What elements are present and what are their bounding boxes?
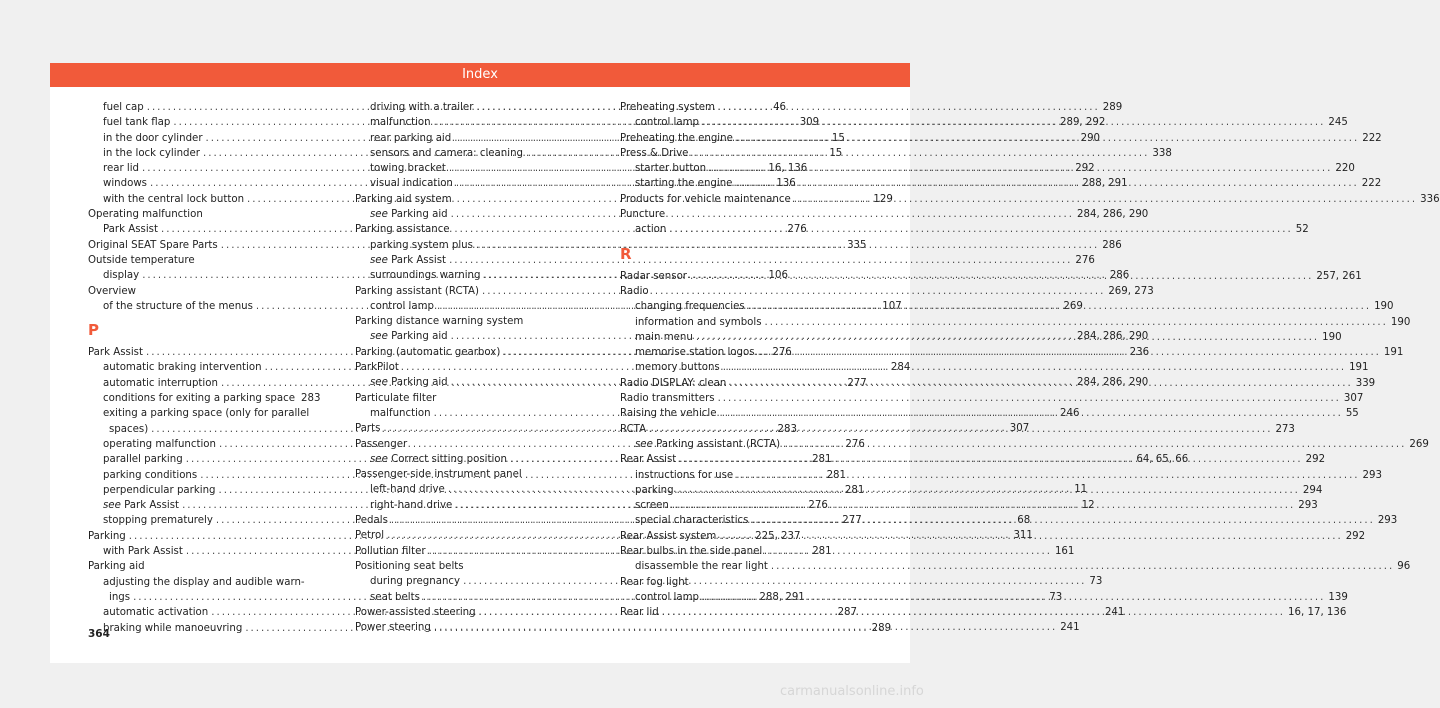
index-entry-pages[interactable]: 293 [1298,500,1318,512]
index-entry-term: towing bracket [370,163,446,175]
index-entry-term: Radio transmitters [620,393,715,405]
index-entry [620,146,832,161]
index-entry-term: changing frequencies [635,301,745,313]
index-entry-term: ParkPilot [355,362,399,374]
index-entry-leader [771,559,1394,574]
index-entry-term: Particulate filter [355,392,437,404]
index-entry-term: Preheating system [620,102,715,113]
index-entry-term: exiting a parking space (only for parallel [103,408,310,420]
index-entry-pages[interactable]: 190 [1390,316,1411,328]
index-entry-pages[interactable]: 284 [890,362,911,374]
index-entry-leader [679,452,1302,467]
index-entry-leader [736,131,1359,146]
index-header: Index [50,63,910,87]
index-entry-leader [748,299,1371,314]
index-entry-term: left-hand drive [370,484,445,496]
index-entry-pages[interactable]: 241 [1104,606,1125,618]
index-entry-pages[interactable]: 269 [1063,300,1083,312]
index-entry-term: Original SEAT Spare Parts [88,239,218,251]
index-entry-term: Outside temperature [88,254,195,266]
index-entry-pages[interactable]: 283 [301,393,321,405]
index-entry-pages[interactable]: 139 [1328,591,1348,603]
index-entry-term: parking [635,484,674,496]
index-entry-term: starter button [635,163,707,175]
index-entry-pages[interactable]: 107 [882,300,902,312]
watermark: carmanualsonline.info [780,684,924,699]
index-entry-pages[interactable]: 281 [826,469,847,481]
index-entry-term: sensors and camera: cleaning [370,147,524,159]
index-entry-pages[interactable]: 290 [1080,132,1101,144]
index-entry [620,559,1411,574]
index-entry-pages[interactable]: 191 [1383,347,1404,359]
index-entry-pages[interactable]: 96 [1397,561,1411,573]
index-entry-term: rear lid [103,163,140,175]
index-entry-term: memory buttons [635,362,720,374]
index-entry-pages[interactable]: 276 [1075,254,1095,266]
index-entry-term: malfunction [370,407,431,419]
index-entry [88,207,300,222]
index-entry-pages[interactable]: 106 [768,270,788,282]
index-entry-term: malfunction [370,117,431,129]
index-entry [620,222,1309,237]
index-entry-pages[interactable]: 129 [873,193,893,205]
index-entry-term: parking conditions [103,469,198,481]
index-entry-term: Operating malfunction [88,209,203,221]
index-entry-pages[interactable]: 288, 291 [1082,178,1128,190]
index-entry-term: surroundings warning [370,270,481,282]
index-entry [355,467,567,482]
index-entry-term: Radar sensor [620,270,687,282]
index-entry-term: Products for vehicle maintenance [620,193,791,205]
index-entry-pages[interactable]: 293 [1377,515,1398,527]
index-entry-pages[interactable]: 273 [1275,423,1295,435]
index-entry-leader [718,391,1341,406]
index-entry-term: driving with a trailer [370,102,474,113]
index-entry-leader [434,620,1057,635]
index-entry-term: seat belts [370,591,420,603]
index-entry [88,253,300,268]
index-entry-pages[interactable]: 289 [1102,102,1123,113]
index-entry [620,207,832,222]
index-entry-term: Pollution filter [355,545,426,557]
index-entry [620,315,1411,330]
index-entry-pages[interactable]: 257, 261 [1316,270,1362,282]
index-entry-leader [702,115,1325,130]
index-entry-term: Parts [355,423,381,435]
index-entry-term: stopping prematurely [103,515,213,527]
index-entry-term: windows [103,178,147,190]
index-entry-term: memorise station logos [635,347,755,359]
index-entry-pages[interactable]: 277 [847,377,867,389]
index-entry-leader [765,315,1388,330]
index-entry [355,437,567,452]
index-entry-term: control lamp [635,117,700,129]
index-entry-pages[interactable]: 190 [1322,331,1342,343]
index-entry [620,391,1364,406]
index-entry-term: Parking [88,530,126,542]
index-entry-leader [794,192,1417,207]
index-entry-term: rear parking aid [370,132,452,144]
index-entry-term: of the structure of the menus [103,300,253,312]
index-entry-leader [729,376,1352,391]
index-entry-term: operating malfunction [103,438,216,450]
index-entry-pages[interactable]: 55 [1345,408,1359,420]
index-entry-leader [649,422,1272,437]
index-entry-pages[interactable]: 222 [1361,178,1382,190]
index-entry [88,391,321,406]
index-entry-term: Parking assistant (RCTA) [355,285,479,297]
index-entry-term: parking system plus [370,239,473,251]
index-entry-pages[interactable]: 15 [829,147,843,159]
index-entry-pages[interactable]: 191 [1349,362,1369,374]
index-entry-pages[interactable]: 236 [1129,346,1150,358]
index-entry-pages[interactable]: 307 [1009,423,1030,435]
index-entry-pages[interactable]: 12 [1081,499,1095,511]
index-entry-pages[interactable]: 161 [1054,545,1075,557]
index-entry-pages[interactable]: 136 [776,178,796,190]
index-entry-pages[interactable]: 284, 286, 290 [1077,209,1149,221]
index-entry-pages[interactable]: 68 [1017,515,1031,527]
index-entry [620,284,832,299]
index-entry-pages[interactable]: 311 [1013,530,1033,542]
index-entry-pages[interactable]: 220 [1335,163,1355,175]
index-entry-pages[interactable]: 288, 291 [759,591,805,603]
index-entry-term: with the central lock button [103,193,245,205]
index-entry-leader [709,161,1332,176]
index-entry-term: Rear fog light [620,576,689,588]
index-entry-pages[interactable]: 292 [1075,163,1095,175]
index-entry-pages[interactable]: 307 [1343,393,1364,405]
index-entry-pages[interactable]: 73 [1049,591,1063,603]
index-entry-term: Petrol [355,530,385,542]
index-letter-heading: P [88,321,99,340]
index-entry-leader [719,529,1342,544]
index-entry-term: in the door cylinder [103,132,203,144]
index-entry [355,253,1095,268]
index-entry [88,284,300,299]
index-entry-term: automatic braking intervention [103,362,262,374]
index-entry-term: with Park Assist [103,546,183,558]
index-entry-term: Raising the vehicle [620,408,717,420]
index-entry-pages[interactable]: 52 [1295,224,1309,236]
index-entry-term: during pregnancy [370,576,461,588]
index-entry-term: screen [635,500,669,512]
index-entry-term: Parking (automatic gearbox) [355,346,501,358]
index-entry-term: in the lock cylinder [103,147,200,159]
index-entry-pages[interactable]: 16, 136 [768,163,808,175]
index-entry-pages[interactable]: 309 [799,117,820,129]
index-entry-term: Parking aid system [355,193,452,205]
index-entry-pages[interactable]: 64, 65, 66 [1136,453,1189,465]
index-entry-pages[interactable]: 283 [777,423,797,435]
index-entry-term: fuel cap [103,102,144,113]
index-entry [88,406,310,421]
index-entry-pages[interactable]: 338 [1152,147,1172,159]
index-entry-term: Radio [620,285,649,297]
index-entry-term: starting the engine [635,178,733,190]
index-entry-pages[interactable]: 225, 237 [755,530,801,542]
index-entry-leader [751,513,1374,528]
index-entry-term: Parking assistance [355,224,450,236]
index-entry-term: Pedals [355,515,388,527]
index-entry-term: Parking aid [88,561,145,573]
index-entry-pages[interactable]: 281 [812,546,832,558]
index-entry-pages[interactable]: 284, 286, 290 [1077,331,1149,343]
index-entry-pages[interactable]: 289 [871,622,892,634]
index-entry-term: Power-assisted steering [355,606,476,618]
index-entry-pages[interactable]: 289, 292 [1059,117,1106,129]
index-entry-pages[interactable]: 276 [787,224,807,236]
page-number: 364 [88,628,110,640]
index-entry-pages[interactable]: 335 [847,239,867,251]
index-entry-leader [758,345,1381,360]
index-entry-leader [702,590,1325,605]
index-entry-pages[interactable]: 245 [1328,117,1348,129]
index-entry-pages[interactable]: 293 [1362,469,1382,481]
index-entry-term: see Correct sitting position [370,453,507,465]
index-entry-pages[interactable]: 294 [1302,484,1323,496]
index-entry-term: Park Assist [103,224,158,236]
index-entry [620,100,832,115]
index-entry-term: main menu [635,331,693,343]
index-entry [355,192,567,207]
index-entry-leader [662,605,1285,620]
index-entry-pages[interactable]: 286 [1102,239,1122,251]
index-entry [355,222,567,237]
index-entry [355,559,567,574]
index-entry-leader [719,406,1342,421]
index-entry-term: parallel parking [103,454,183,466]
index-entry-term: special characteristics [635,515,749,527]
index-entry-term: right-hand drive [370,499,453,511]
index-entry-term: Power steering [355,622,431,634]
index-entry-pages[interactable]: 276 [772,347,792,359]
index-entry-term: Rear bulbs in the side panel [620,546,763,558]
index-entry-term: action [635,224,667,236]
index-entry-term: Radio DISPLAY: clean [620,377,727,389]
index-entry-term: Overview [88,285,136,297]
index-entry-term: see Parking aid [370,377,448,389]
index-entry-term: Puncture [620,209,666,221]
index-entry-leader [736,468,1359,483]
index-entry-pages[interactable]: 281 [812,454,832,466]
index-entry-term: see Park Assist [370,254,447,266]
index-entry-term: disassemble the rear light [635,561,768,573]
index-entry-term: control lamp [370,300,435,312]
index-entry-pages[interactable]: 46 [773,102,787,113]
index-entry-pages[interactable]: 246 [1059,407,1080,419]
index-entry-pages[interactable]: 269, 273 [1108,285,1154,297]
index-entry-pages[interactable]: 339 [1355,377,1376,389]
index-entry-pages[interactable]: 190 [1374,301,1394,313]
index-entry-pages[interactable]: 292 [1345,530,1366,542]
index-entry-pages[interactable]: 241 [1060,622,1080,634]
index-entry-leader [677,483,1300,498]
index-entry-leader [690,269,1313,284]
index-entry-pages[interactable]: 292 [1305,454,1326,466]
index-entry-term: ings [109,591,131,603]
index-entry-term: information and symbols [635,316,762,328]
index-letter-heading: R [620,244,632,263]
index-entry-term: Rear Assist [620,454,677,466]
index-entry-pages[interactable]: 276 [808,500,828,512]
index-entry [88,559,300,574]
index-entry-term: braking while manoeuvring [103,622,243,634]
index-entry-leader [669,222,1292,237]
index-entry-term: Park Assist [88,347,143,359]
index-entry-pages[interactable]: 222 [1362,132,1382,144]
index-entry-pages[interactable]: 284, 286, 290 [1077,377,1149,389]
index-entry-term: Press & Drive [620,147,689,159]
index-entry [88,575,305,590]
index-entry-pages[interactable]: 286 [1109,270,1130,282]
index-entry-term: Rear lid [620,607,659,619]
index-entry-term: fuel tank flap [103,117,171,129]
index-entry-leader [735,176,1358,191]
index-entry-term: see Park Assist [103,500,180,512]
index-entry-leader [783,437,1406,452]
index-entry-pages[interactable]: 336 [1420,193,1440,205]
index-entry-pages[interactable]: 277 [842,515,862,527]
index-entry-term: conditions for exiting a parking space [103,393,295,405]
index-entry-term: adjusting the display and audible warn- [103,576,305,588]
index-entry-term: see Parking aid [370,331,448,343]
index-entry-term: visual indication [370,178,453,190]
index-entry-leader [723,360,1346,375]
index-entry-term: see Parking assistant (RCTA) [635,438,781,450]
index-entry-term: control lamp [635,591,700,603]
index-entry [355,391,567,406]
index-entry-term: Passenger [355,438,408,450]
index-entry-term: spaces) [109,423,149,435]
index-entry [355,360,567,375]
index-entry-term: instructions for use [635,469,734,481]
index-entry-pages[interactable]: 15 [831,132,845,144]
index-entry-term: automatic activation [103,607,209,619]
index-entry-pages[interactable]: 276 [845,438,865,450]
index-entry-pages[interactable]: 16, 17, 136 [1288,607,1347,619]
index-entry-term: display [103,270,140,282]
index-entry-leader [672,498,1295,513]
index-entry-pages[interactable]: 287 [837,607,858,619]
index-entry-term: Passenger-side instrument panel [355,469,522,481]
index-entry-pages[interactable]: 269 [1409,438,1429,450]
index-entry-term: Positioning seat belts [355,560,464,572]
index-entry-term: Parking distance warning system [355,316,524,328]
index-entry [620,575,832,590]
index-entry-pages[interactable]: 11 [1074,484,1088,496]
index-entry-term: automatic interruption [103,377,218,389]
index-entry-pages[interactable]: 73 [1089,576,1103,588]
index-entry-term: Preheating the engine [620,132,733,144]
index-entry [355,314,567,329]
index-entry-term: RCTA [620,423,647,435]
index-entry [620,544,832,559]
index-entry-pages[interactable]: 281 [844,484,865,496]
index-entry-term: perpendicular parking [103,484,216,496]
index-entry-leader [696,330,1319,345]
index-entry-term: Rear Assist system [620,530,717,542]
index-entry-term: see Parking aid [370,209,448,221]
